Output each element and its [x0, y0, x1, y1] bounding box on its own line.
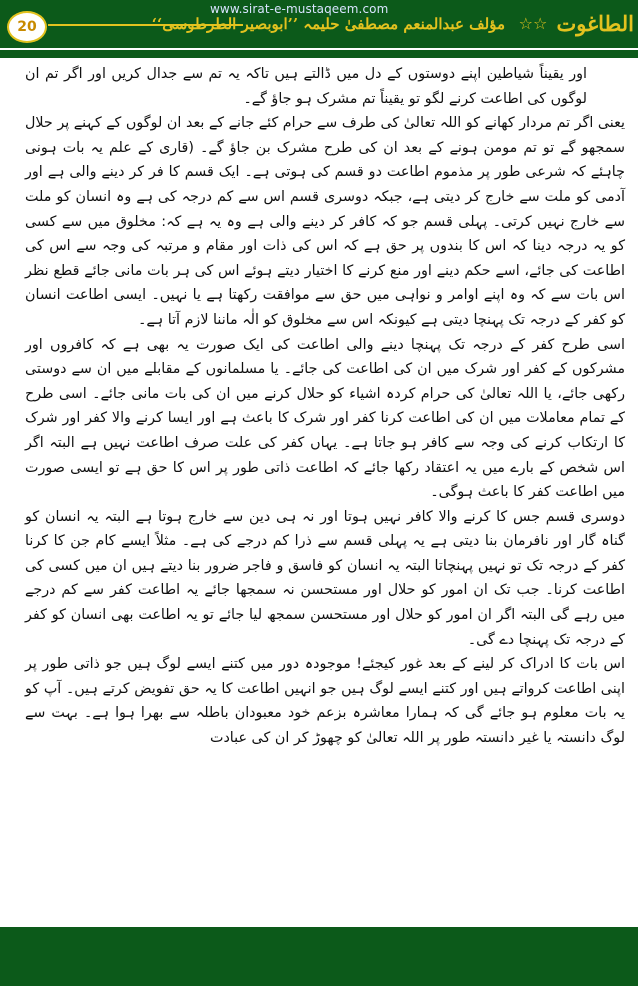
author-line: مؤلف عبدالمنعم مصطفیٰ حلیمہ ’’ابوبصیر الطرطوسی‘‘: [151, 15, 505, 33]
page-number-badge: [7, 11, 47, 43]
page-number: 20: [17, 19, 37, 35]
site-url-link[interactable]: www.sirat-e-mustaqeem.com: [210, 2, 389, 16]
page-footer: [0, 927, 638, 986]
page-body: [25, 62, 625, 904]
paragraph: یعنی اگر تم مردار کھانے کو اللہ تعالیٰ کی طرف سے حرام کئے جانے کے بعد ان لوگوں کے کہنے پر حلال سمجھو گے تو تم مومن ہونے کے بعد ان کی طرح مشرک بن جاؤ گے۔ (قاری کے علم یہ بات ہونی چاہئے کہ شرعی طور پر مذموم اطاعت دو قسم کی ہوتی ہے۔ ایک قسم کا فر کر دینے والی ہے اور آدمی کو ملت سے خارج کر دیتی ہے، جبکہ دوسری قسم اس سے کم درجہ کی ہے وہ انسان کو ملت سے خارج نہیں کرتی۔ پہلی قسم جو کہ کافر کر دینے والی ہے وہ یہ ہے کہ: مخلوق میں سے کسی کو یہ درجہ دینا کہ اس کا بندوں پر حق ہے کہ اس کی ذات اور مقام و مرتبہ کی وجہ سے اس کی اطاعت کی جائے، اسے حکم دینے اور منع کرنے کا اختیار دیتے ہوئے اس کی ہر بات مانی جائے قطع نظر اس بات سے کہ وہ اپنے اوامر و نواہی میں حق سے موافقت رکھتا ہے یا نہیں۔ ایسی اطاعت انسان کو کفر کے درجہ تک پہنچا دیتی ہے کیونکہ اس سے مخلوق کو الٰہ ماننا لازم آتا ہے۔: [25, 115, 625, 328]
paragraph: اور یقیناً شیاطین اپنے دوستوں کے دل میں ڈالتے ہیں تاکہ یہ تم سے جدال کریں اور اگر تم ان لوگوں کی اطاعت کرنے لگو تو یقیناً تم مشرک ہو جاؤ گے۔: [25, 66, 587, 107]
page-header: [0, 0, 638, 56]
paragraph: اس بات کا ادراک کر لینے کے بعد غور کیجئے! موجودہ دور میں کتنے ایسے لوگ ہیں جو ذاتی طور پر اپنی اطاعت کرواتے ہیں اور کتنے ایسے لوگ ہیں جو انہیں اطاعت کا یہ حق تفویض کرتے ہیں۔ آپ کو یہ بات معلوم ہو جائے گی کہ ہمارا معاشرہ بزعم خود معبودان باطلہ سے بھرا ہوا ہے۔ بہت سے لوگ دانستہ یا غیر دانستہ طور پر اللہ تعالیٰ کو چھوڑ کر ان کی عبادت: [25, 656, 625, 747]
paragraph: اسی طرح کفر کے درجہ تک پہنچا دینے والی اطاعت کی ایک صورت یہ بھی ہے کہ کافروں اور مشرکوں کے کفر اور شرک میں ان کی اطاعت کی جائے۔ یا مسلمانوں کے مقابلے میں ان سے دوستی رکھی جائے، یا اللہ تعالیٰ کی حرام کردہ اشیاء کو حلال کرنے میں ان کی بات مانی جائے۔ اسی طرح کے تمام معاملات میں ان کی اطاعت کرنا کفر اور شرک کا باعث ہے اور ایسا کرنے والا کفر اور شرک کا ارتکاب کرنے کی وجہ سے کافر ہو جاتا ہے۔ یہاں کفر کی علت صرف اطاعت نہیں ہے البتہ اگر اس شخص کے بارے میں یہ اعتقاد رکھا جائے کہ اطاعت ذاتی طور پر اس کا حق ہے تو ایسی صورت میں اطاعت کفر کا باعث ہوگی۔: [25, 336, 625, 501]
header-underline: [0, 48, 638, 58]
paragraph: دوسری قسم جس کا کرنے والا کافر نہیں ہوتا اور نہ ہی دین سے خارج ہوتا ہے البتہ یہ انسان کو گناہ گار اور نافرمان بنا دیتی ہے یہ پہلی قسم سے ذرا کم درجے کی ہے۔ مثلاً ایسے کام جن کا کرنا کفر کے درجہ تک تو نہیں پہنچاتا البتہ یہ انسان کو فاسق و فاجر ضرور بنا دیتے ہیں ان میں کسی کی اطاعت کرنا۔ جب تک ان امور کو حلال اور مستحسن نہ سمجھا جائے یہ اطاعت کفر سے کم درجے میں رہے گی البتہ اگر ان امور کو حلال اور مستحسن سمجھ لیا جائے تو یہ اطاعت بھی انسان کو کفر کے درجہ تک پہنچا دے گی۔: [25, 508, 625, 648]
book-title: الطاغوت: [556, 11, 634, 36]
star-decoration-icon: ☆☆: [518, 14, 548, 33]
